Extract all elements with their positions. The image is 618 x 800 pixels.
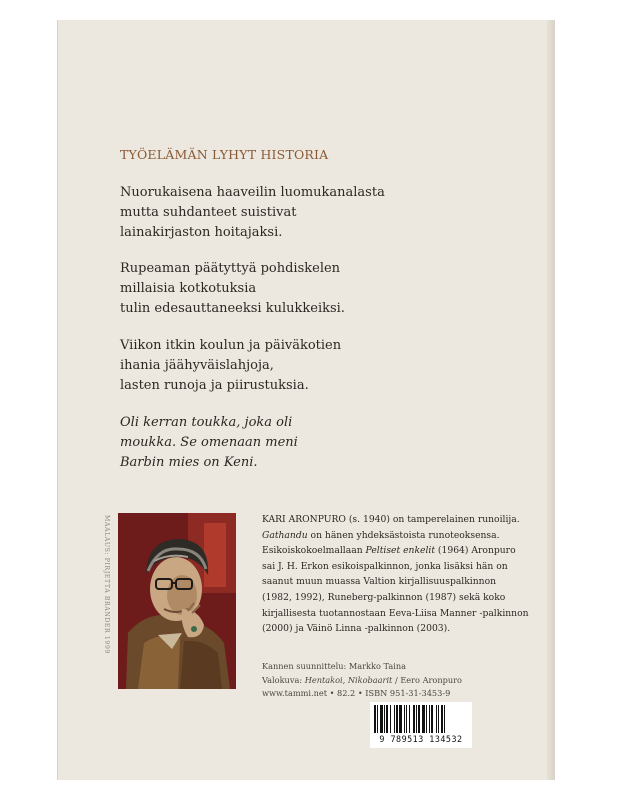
barcode-bar <box>404 705 405 733</box>
portrait-illustration <box>118 513 236 689</box>
author-bio <box>262 512 530 637</box>
poem-stanza-4 <box>120 413 298 472</box>
barcode-bar <box>380 705 383 733</box>
barcode-bar <box>426 705 427 733</box>
barcode-bar <box>429 705 430 733</box>
barcode-bar <box>384 705 385 733</box>
poem-line: Barbin mies on Keni. <box>120 454 258 470</box>
photo-author: / Eero Aronpuro <box>392 674 462 685</box>
book-title-gathandu: Gathandu <box>262 529 308 541</box>
barcode-bar <box>396 705 398 733</box>
poem-line: lainakirjaston hoitajaksi. <box>120 224 283 240</box>
poem-line: Oli kerran toukka, joka oli <box>120 415 293 430</box>
poem-line: moukka. Se omenaan meni <box>120 434 298 450</box>
barcode-bar <box>386 705 388 733</box>
bio-line: kirjallisesta tuotannostaan Eeva-Liisa Manner -palkinnon <box>262 607 529 619</box>
poem-line: mutta suhdanteet suistivat <box>120 204 297 220</box>
barcode-bar <box>374 705 376 733</box>
barcode-bar <box>418 705 420 733</box>
bio-line: saanut muun muassa Valtion kirjallisuuspalkinnon <box>262 576 497 588</box>
barcode-bar <box>394 705 395 733</box>
book-title-peltiset-enkelit: Peltiset enkelit <box>365 545 436 557</box>
poem-stanza-2 <box>120 259 345 318</box>
bio-text: Esikoiskokoelmallaan <box>262 545 366 557</box>
poem-stanza-1 <box>120 183 385 242</box>
poem-line: Viikon itkin koulun ja päiväkotien <box>120 338 342 353</box>
bio-text: (1964) Aronpuro <box>435 545 516 557</box>
barcode-bar <box>377 705 378 733</box>
photo-credit-label: Valokuva: <box>262 674 305 685</box>
isbn-barcode <box>370 702 472 748</box>
bio-line: sai J. H. Erkon esikoispalkinnon, jonka lisäksi hän on <box>262 560 508 572</box>
barcode-bar <box>413 705 415 733</box>
bio-line: (1982, 1992), Runeberg-palkinnon (1987) sekä koko <box>262 591 506 603</box>
bio-line <box>262 543 530 559</box>
bio-line <box>262 528 530 544</box>
publication-info <box>262 660 462 701</box>
poem-title: TYÖELÄMÄN LYHYT HISTORIA <box>120 147 329 162</box>
cover-edge <box>547 20 555 780</box>
barcode-digits: 9 789513 134532 <box>379 734 463 744</box>
cover-design-credit: Kannen suunnittelu: Markko Taina <box>262 661 406 671</box>
barcode-bar <box>436 705 437 733</box>
author-portrait-painting <box>118 513 236 689</box>
poem-line: tulin edesauttaneeksi kulukkeiksi. <box>120 300 345 316</box>
photo-credit <box>262 674 462 688</box>
barcode-bar <box>444 705 445 733</box>
poem-stanza-3 <box>120 336 341 395</box>
poem-line: millaisia kotkotuksia <box>120 280 257 296</box>
barcode-bar <box>431 705 433 733</box>
bio-line: KARI ARONPURO (s. 1940) on tamperelainen runoilija. <box>262 514 520 525</box>
poem-line: Rupeaman päätyttyä pohdiskelen <box>120 261 341 276</box>
barcode-bar <box>409 705 410 733</box>
barcode-bar <box>416 705 417 733</box>
barcode-bar <box>390 705 391 733</box>
barcode-bar <box>406 705 407 733</box>
poem-line: ihania jäähyväislahjoja, <box>120 357 274 373</box>
poem-line: Nuorukaisena haaveilin luomukanalasta <box>120 185 385 200</box>
publisher-isbn-line: www.tammi.net • 82.2 • ISBN 951-31-3453-9 <box>262 688 451 699</box>
bio-text: on hänen yhdeksästoista runoteoksensa. <box>307 529 500 541</box>
barcode-bar <box>441 705 443 733</box>
bio-line: (2000) ja Väinö Linna -palkinnon (2003). <box>262 623 451 635</box>
barcode-bars <box>374 705 468 735</box>
poem-line: lasten runoja ja piirustuksia. <box>120 377 309 393</box>
photo-title: Hentakoi, Nikobaarit <box>304 674 393 685</box>
barcode-bar <box>422 705 425 733</box>
barcode-bar <box>438 705 439 733</box>
barcode-bar <box>399 705 402 733</box>
painting-credit: MAALAUS: PIRJETTA BRANDER 1999 <box>103 515 110 655</box>
